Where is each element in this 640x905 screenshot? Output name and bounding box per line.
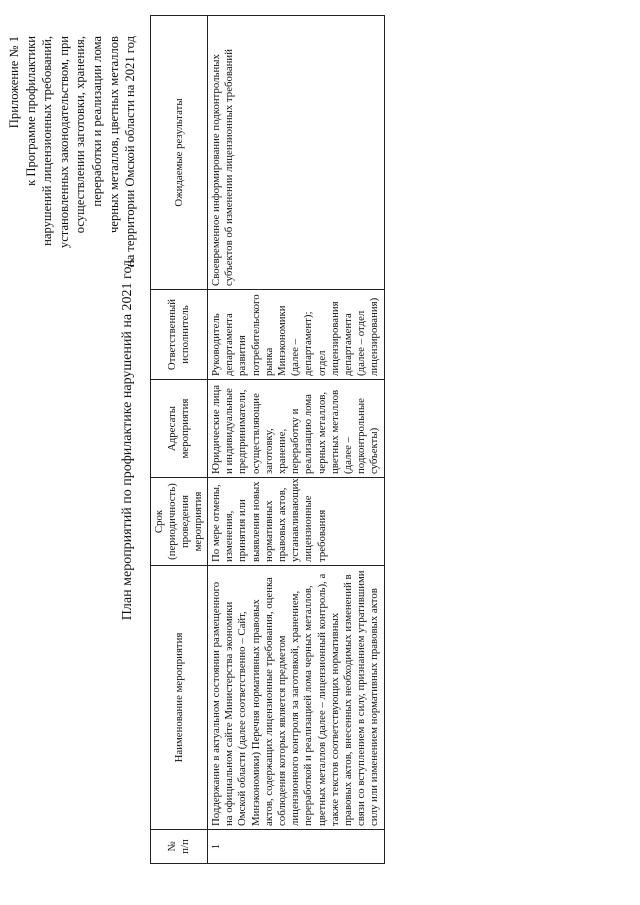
plan-table bbox=[150, 15, 385, 864]
cell-number: 1 bbox=[208, 830, 385, 864]
page-title: План мероприятий по профилактике нарушений на 2021 год bbox=[120, 259, 135, 621]
appendix-note: Приложение № 1 к Программе профилактики нарушений лицензионных требований, установленных законодательством, при осуществлении заготовки, хранения, переработки и реализации лома черных металлов, цветных металлов на территории Омской области на 2021 год bbox=[7, 36, 138, 268]
header-addressees: Адресаты мероприятия bbox=[151, 380, 208, 478]
cell-result: Своевременное информирование подконтрольных субъектов об изменении лицензионных требований bbox=[208, 16, 385, 290]
cell-name: Поддержание в актуальном состоянии размещенного на официальном сайте Министерства экономики Омской области (далее соответственно – Сайт, Минэкономики) Перечня нормативных правовых актов, содержащих лицензионные требования, оценка соблюдения которых является предметом лицензионного контроля за заготовкой, хранением, переработкой и реализацией лома черных металлов, цветных металлов (далее – лицензионный контроль), а также текстов соответствующих нормативных правовых актов, внесенных необходимых изменений в связи со вступлением в силу, признанием утратившими силу или изменением нормативных правовых актов bbox=[208, 566, 385, 830]
cell-executor: Руководитель департамента развития потребительского рынка Минэкономики (далее – департамент); отдел лицензирования департамента (далее – отдел лицензирования) bbox=[208, 290, 385, 380]
table-row bbox=[208, 16, 385, 864]
header-term: Срок (периодичность) проведения мероприятия bbox=[151, 478, 208, 566]
header-name: Наименование мероприятия bbox=[151, 566, 208, 830]
header-executor: Ответственный исполнитель bbox=[151, 290, 208, 380]
table-header-row bbox=[151, 16, 208, 864]
header-number: № п/п bbox=[151, 830, 208, 864]
header-result: Ожидаемые результаты bbox=[151, 16, 208, 290]
cell-term: По мере отмены, изменения, принятия или выявления новых нормативных правовых актов, устанавливающих лицензионные требования bbox=[208, 478, 385, 566]
cell-addressees: Юридические лица и индивидуальные предприниматели, осуществляющие заготовку, хранение, переработку и реализацию лома черных металлов, цветных металлов (далее – подконтрольные субъекты) bbox=[208, 380, 385, 478]
